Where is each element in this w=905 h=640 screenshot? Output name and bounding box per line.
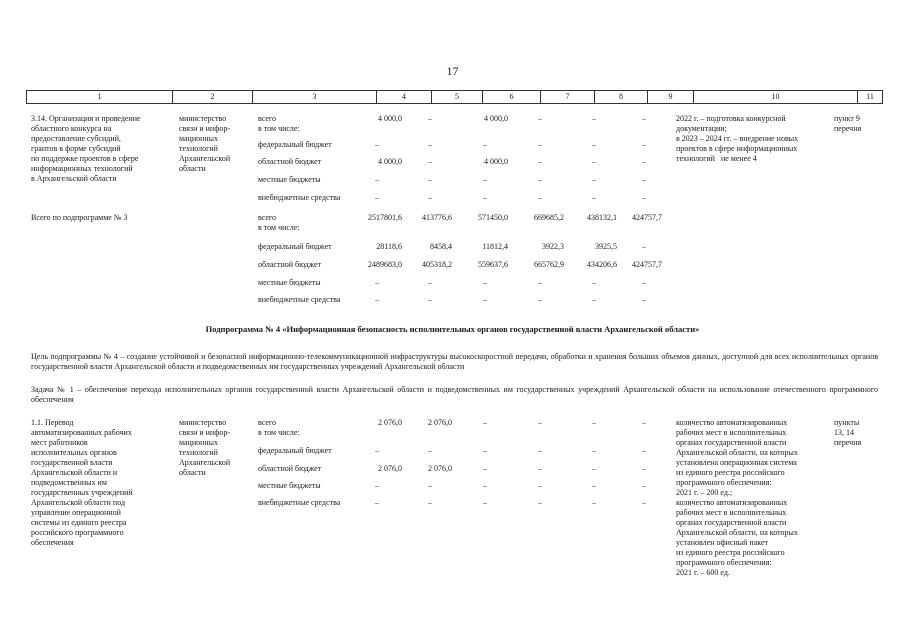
total-sub3-federal-col-5: 8458,4 xyxy=(430,242,452,251)
col-header-5: 5 xyxy=(455,92,459,101)
row-11-extrabudget-col-4: – xyxy=(375,498,379,507)
total-sub3-federal-col-7: 3922,3 xyxy=(542,242,564,251)
row-11-regional-col-4: 2 076,0 xyxy=(378,464,402,473)
row-314-regional-col-6: 4 000,0 xyxy=(484,157,508,166)
total-sub3-regional-col-6: 559637,6 xyxy=(478,260,508,269)
row-11-source-local: местные бюджеты xyxy=(258,481,321,490)
row-314-federal-col-7: – xyxy=(538,140,542,149)
row-11-local-col-4: – xyxy=(375,481,379,490)
row-314-regional-col-7: – xyxy=(538,157,542,166)
row-314-local-col-6: – xyxy=(483,175,487,184)
total-sub3-federal-col-6: 11812,4 xyxy=(482,242,508,251)
col-header-7: 7 xyxy=(565,92,570,101)
total-sub3-total-col-9: 424757,7 xyxy=(632,213,662,222)
total-sub3-source-local: местные бюджеты xyxy=(258,278,321,287)
row-314-local-col-5: – xyxy=(428,175,432,184)
total-sub3-federal-col-9: – xyxy=(642,242,646,251)
row-11-federal-col-8: – xyxy=(592,446,596,455)
row-314-total-col-7: – xyxy=(538,114,542,123)
total-sub3-total-col-8: 438132,1 xyxy=(587,213,617,222)
row-11-total-col-5: 2 076,0 xyxy=(428,418,452,427)
row-314-federal-col-5: – xyxy=(428,140,432,149)
row-314-local-col-8: – xyxy=(592,175,596,184)
row-11-regional-col-6: – xyxy=(483,464,487,473)
row-11-extrabudget-col-5: – xyxy=(428,498,432,507)
row-11-federal-col-6: – xyxy=(483,446,487,455)
total-sub3-total-col-4: 2517801,6 xyxy=(368,213,402,222)
total-sub3-extrabudget-col-6: – xyxy=(483,295,487,304)
row-11-federal-col-9: – xyxy=(642,446,646,455)
col-header-6: 6 xyxy=(509,92,514,101)
row-11-source-federal: федеральный бюджет xyxy=(258,446,332,455)
row-314-extrabudget-col-5: – xyxy=(428,193,432,202)
total-sub3-extrabudget-col-7: – xyxy=(538,295,542,304)
total-sub3-federal-col-8: 3925,5 xyxy=(595,242,617,251)
total-sub3-total-col-6: 571450,0 xyxy=(478,213,508,222)
total-sub3-regional-col-8: 434206,6 xyxy=(587,260,617,269)
total-sub3-source-extrabudget: внебюджетные средства xyxy=(258,295,341,304)
row-11-federal-col-5: – xyxy=(428,446,432,455)
row-314-source-federal: федеральный бюджет xyxy=(258,140,332,149)
total-sub3-local-col-4: – xyxy=(375,278,379,287)
row-11-regional-col-7: – xyxy=(538,464,542,473)
total-sub3-source-federal: федеральный бюджет xyxy=(258,242,332,251)
row-11-link: пункты 13, 14 перечня xyxy=(834,418,862,447)
total-sub3-extrabudget-col-4: – xyxy=(375,295,379,304)
total-sub3-extrabudget-col-8: – xyxy=(592,295,596,304)
row-314-extrabudget-col-9: – xyxy=(642,193,646,202)
total-sub3-extrabudget-col-5: – xyxy=(428,295,432,304)
row-11-local-col-9: – xyxy=(642,481,646,490)
total-sub3-total-col-5: 413776,6 xyxy=(422,213,452,222)
subprogram-4-title: Подпрограмма № 4 «Информационная безопасность исполнительных органов государственной власти Архангельской области» xyxy=(205,324,700,334)
row-11-name: 1.1. Перевод автоматизированных рабочих мест работников исполнительных органов государственной власти Архангельской области и подведомственных им государственных учреждений Архангельской области под управление операционной системы из единого реестра российского программного обеспечения xyxy=(31,418,133,547)
total-sub3-local-col-5: – xyxy=(428,278,432,287)
row-314-extrabudget-col-8: – xyxy=(592,193,596,202)
row-314-link: пункт 9 перечня xyxy=(834,114,862,133)
col-header-11: 11 xyxy=(866,92,874,101)
row-314-local-col-7: – xyxy=(538,175,542,184)
row-11-source-extrabudget: внебюджетные средства xyxy=(258,498,341,507)
row-314-source-regional: областной бюджет xyxy=(258,157,322,166)
row-11-total-col-9: – xyxy=(642,418,646,427)
row-11-source-total: всего в том числе: xyxy=(258,418,300,437)
row-314-extrabudget-col-6: – xyxy=(483,193,487,202)
row-314-source-total: всего в том числе: xyxy=(258,114,300,133)
total-sub3-local-col-9: – xyxy=(642,278,646,287)
row-11-regional-col-5: 2 076,0 xyxy=(428,464,452,473)
row-11-total-col-6: – xyxy=(483,418,487,427)
total-sub3-name: Всего по подпрограмме № 3 xyxy=(31,213,128,222)
row-314-extrabudget-col-4: – xyxy=(375,193,379,202)
col-header-3: 3 xyxy=(312,92,317,101)
total-sub3-local-col-7: – xyxy=(538,278,542,287)
row-11-source-regional: областной бюджет xyxy=(258,464,322,473)
row-11-local-col-8: – xyxy=(592,481,596,490)
row-314-total-col-6: 4 000,0 xyxy=(484,114,508,123)
row-314-local-col-4: – xyxy=(375,175,379,184)
row-314-total-col-9: – xyxy=(642,114,646,123)
row-314-regional-col-8: – xyxy=(592,157,596,166)
total-sub3-source-total: всего в том числе: xyxy=(258,213,300,232)
col-header-4: 4 xyxy=(402,92,406,101)
row-11-total-col-7: – xyxy=(538,418,542,427)
row-314-total-col-5: – xyxy=(428,114,432,123)
row-314-source-local: местные бюджеты xyxy=(258,175,321,184)
row-11-result: количество автоматизированных рабочих мест в исполнительных органах государственной власти Архангельской области, на которых установлена операционная система из единого реестра российского программного обеспечения: 2021 г. – 200 ед.; количество автоматизированных рабочих мест в исполнительных органах государственной власти Архангельской области, на которых установлен офисный пакет из единого реестра российского программного обеспечения: 2021 г. – 600 ед. xyxy=(676,418,798,577)
row-11-local-col-6: – xyxy=(483,481,487,490)
row-314-federal-col-9: – xyxy=(642,140,646,149)
row-11-total-col-8: – xyxy=(592,418,596,427)
col-header-1: 1 xyxy=(97,92,102,101)
row-314-total-col-8: – xyxy=(592,114,596,123)
total-sub3-source-regional: областной бюджет xyxy=(258,260,322,269)
row-314-extrabudget-col-7: – xyxy=(538,193,542,202)
row-11-local-col-7: – xyxy=(538,481,542,490)
row-314-total-col-4: 4 000,0 xyxy=(378,114,402,123)
row-314-executor: министерство связи и инфор- мационных технологий Архангельской области xyxy=(179,114,231,173)
total-sub3-extrabudget-col-9: – xyxy=(642,295,646,304)
row-11-extrabudget-col-6: – xyxy=(483,498,487,507)
total-sub3-total-col-7: 669685,2 xyxy=(534,213,564,222)
row-314-federal-col-4: – xyxy=(375,140,379,149)
row-11-regional-col-8: – xyxy=(592,464,596,473)
row-314-regional-col-9: – xyxy=(642,157,646,166)
total-sub3-regional-col-4: 2489683,0 xyxy=(368,260,402,269)
col-header-10: 10 xyxy=(771,92,780,101)
total-sub3-regional-col-5: 405318,2 xyxy=(422,260,452,269)
row-11-extrabudget-col-7: – xyxy=(538,498,542,507)
total-sub3-local-col-6: – xyxy=(483,278,487,287)
row-314-regional-col-4: 4 000,0 xyxy=(378,157,402,166)
row-314-local-col-9: – xyxy=(642,175,646,184)
row-11-total-col-4: 2 076,0 xyxy=(378,418,402,427)
row-314-result: 2022 г. – подготовка конкурсной документации; в 2023 – 2024 гг. – внедрение новых проектов в сфере информационных технологий не менее 4 xyxy=(676,114,799,163)
subprogram-4-goal: Цель подпрограммы № 4 – создание устойчивой и безопасной информационно-телекоммуникационной инфраструктуры высокоскоростной передачи, обработки и хранения больших объемов данных, доступной для всех исполнительных органов государственной власти Архангельской области и подведомственных им государственных учреждений Архангельской области xyxy=(31,352,878,371)
row-11-federal-col-7: – xyxy=(538,446,542,455)
page-number: 17 xyxy=(446,64,459,78)
row-11-regional-col-9: – xyxy=(642,464,646,473)
row-11-federal-col-4: – xyxy=(375,446,379,455)
col-header-8: 8 xyxy=(619,92,623,101)
col-header-2: 2 xyxy=(210,92,215,101)
row-11-local-col-5: – xyxy=(428,481,432,490)
total-sub3-federal-col-4: 28118,6 xyxy=(376,242,402,251)
total-sub3-local-col-8: – xyxy=(592,278,596,287)
row-314-regional-col-5: – xyxy=(428,157,432,166)
row-11-extrabudget-col-8: – xyxy=(592,498,596,507)
col-header-9: 9 xyxy=(668,92,673,101)
row-11-extrabudget-col-9: – xyxy=(642,498,646,507)
total-sub3-regional-col-7: 665762,9 xyxy=(534,260,564,269)
subprogram-4-task: Задача № 1 – обеспечение перехода исполнительных органов государственной власти Архангельской области и подведомственных им государственных учреждений Архангельской области на использование отечественного программного обеспечения xyxy=(31,385,878,404)
row-314-source-extrabudget: внебюджетные средства xyxy=(258,193,341,202)
row-314-name: 3.14. Организация и проведение областного конкурса на предоставление субсидий, грантов в форме субсидий по поддержке проектов в сфере информационных технологий в Архангельской области xyxy=(31,114,141,183)
row-314-federal-col-6: – xyxy=(483,140,487,149)
total-sub3-regional-col-9: 424757,7 xyxy=(632,260,662,269)
row-314-federal-col-8: – xyxy=(592,140,596,149)
row-11-executor: министерство связи и инфор- мационных технологий Архангельской области xyxy=(179,418,231,477)
table-header-row xyxy=(26,90,883,104)
